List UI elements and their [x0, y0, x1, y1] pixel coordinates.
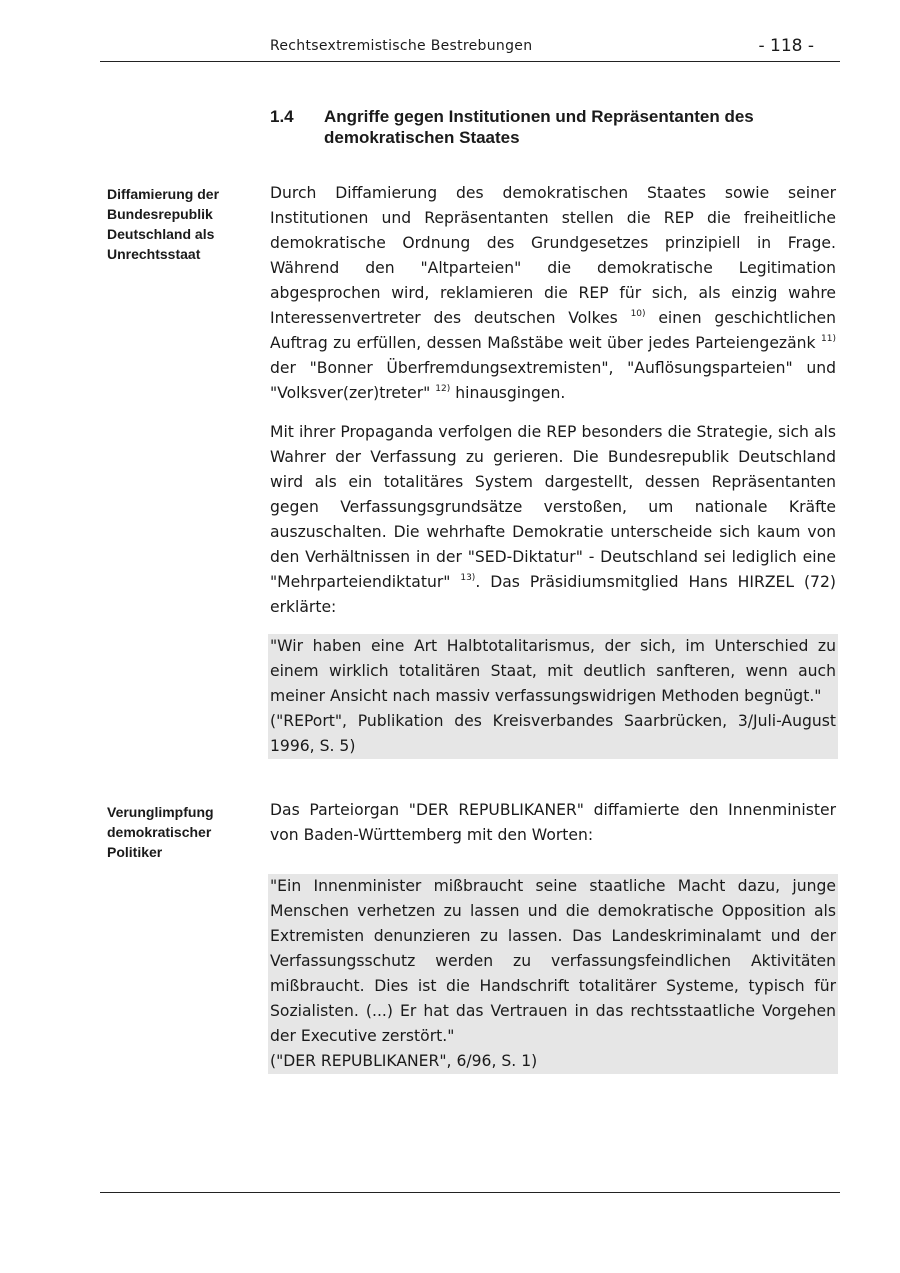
paragraph-segment: einen geschichtlichen Auftrag zu erfüllen, dessen Maßstäbe weit über jedes Parteiengezänk	[270, 309, 836, 352]
quote-box-republikaner	[268, 874, 838, 1074]
page-number: - 118 -	[758, 36, 814, 56]
quote-box-hirzel	[268, 634, 838, 759]
paragraph-segment: der "Bonner Überfremdungsextremisten", "Auflösungsparteien" und "Volksver(zer)treter"	[270, 359, 836, 402]
footnote-ref-12: 12)	[435, 384, 451, 394]
paragraph-segment: Mit ihrer Propaganda verfolgen die REP besonders die Strategie, sich als Wahrer der Verfassung zu gerieren. Die Bundesrepublik Deutschland wird als ein totalitäres System dargestellt, dessen Repräsentanten gegen Verfassungsgrundsätze verstoßen, um nationale Kräfte auszuschalten. Die wehrhafte Demokratie unterscheide sich kaum von den Verhältnissen in der "SED-Diktatur" - Deutschland sei lediglich eine "Mehrparteiendiktatur"	[270, 423, 836, 591]
paragraph-segment: Durch Diffamierung des demokratischen Staates sowie seiner Institutionen und Repräsentanten stellen die REP die freiheitliche demokratische Ordnung des Grundgesetzes prinzipiell in Frage. Während den "Altparteien" die demokratische Legitimation abgesprochen wird, reklamieren die REP für sich, als einzig wahre Interessenvertreter des deutschen Volkes	[270, 184, 836, 327]
quote-source: ("DER REPUBLIKANER", 6/96, S. 1)	[270, 1052, 538, 1070]
paragraph-segment: hinausgingen.	[455, 384, 566, 402]
footnote-ref-13: 13)	[460, 573, 476, 583]
section-title: Angriffe gegen Institutionen und Repräsentanten des demokratischen Staates	[324, 107, 754, 147]
paragraph-propaganda-strategy	[270, 420, 836, 620]
running-title: Rechtsextremistische Bestrebungen	[270, 38, 533, 54]
footer-rule	[100, 1192, 840, 1193]
paragraph-defamation-intro	[270, 181, 836, 406]
quote-source: ("REPort", Publikation des Kreisverbandes Saarbrücken, 3/Juli-August 1996, S. 5)	[270, 712, 836, 755]
paragraph-party-organ: Das Parteiorgan "DER REPUBLIKANER" diffamierte den Innenminister von Baden-Württemberg mit den Worten:	[270, 801, 836, 844]
margin-note-defamation-politicians: Verunglimpfung demokratischer Politiker	[107, 804, 214, 860]
page-header	[100, 36, 840, 62]
footnote-ref-11: 11)	[821, 334, 836, 344]
footnote-ref-10: 10)	[630, 309, 646, 319]
quote-text: "Ein Innenminister mißbraucht seine staatliche Macht dazu, junge Menschen verhetzen zu lassen und die demokratische Opposition als Extremisten denunzieren zu lassen. Das Landeskriminalamt und der Verfassungsschutz werden zu verfassungsfeindlichen Aktivitäten mißbraucht. Dies ist die Handschrift totalitärer Systeme, typisch für Sozialisten. (...) Er hat das Vertrauen in das rechtsstaatliche Vorgehen der Executive zerstört."	[270, 877, 836, 1045]
margin-note-defamation-state: Diffamierung der Bundesrepublik Deutschland als Unrechtsstaat	[107, 186, 220, 262]
section-number: 1.4	[270, 107, 294, 126]
quote-text: "Wir haben eine Art Halbtotalitarismus, der sich, im Unterschied zu einem wirklich totalitären Staat, mit deutlich sanfteren, wenn auch meiner Ansicht nach massiv verfassungswidrigen Methoden begnügt."	[270, 637, 836, 705]
paragraph-segment: . Das Präsidiumsmitglied Hans HIRZEL (72) erklärte:	[270, 573, 836, 616]
